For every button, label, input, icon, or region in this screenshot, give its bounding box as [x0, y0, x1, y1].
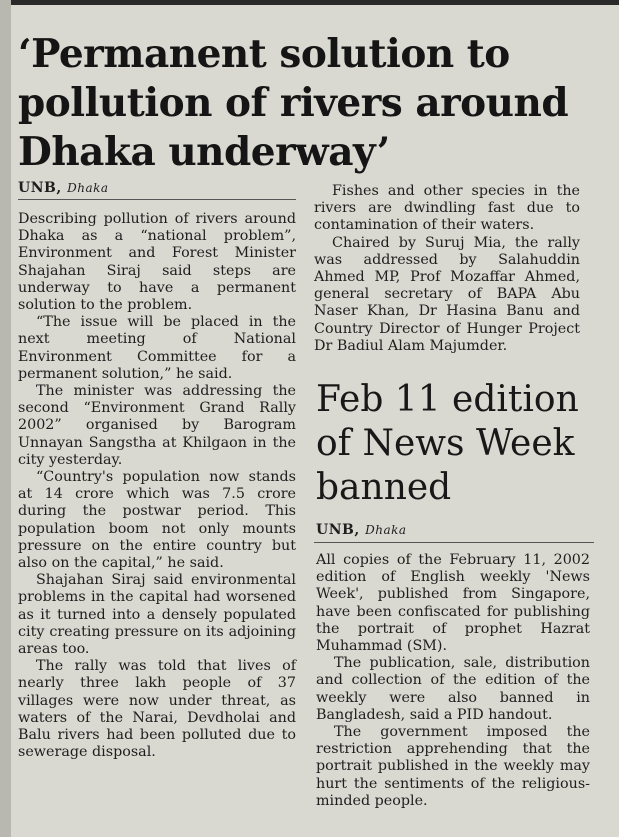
article-body-right-column [314, 183, 580, 355]
paragraph: Describing pollution of rivers around Dhaka as a “national problem”, Environment and Forest Minister Shajahan Siraj said steps are underway to have a permanent solution to the problem. [18, 211, 296, 314]
agency-name: UNB, [316, 522, 360, 538]
dateline-place: Dhaka [365, 523, 407, 537]
paragraph: Chaired by Suruj Mia, the rally was addressed by Salahuddin Ahmed MP, Prof Mozaffar Ahmed, general secretary of BAPA Abu Naser Khan, Dr Hasina Banu and Country Director of Hunger Project Dr Badiul Alam Majumder. [314, 234, 580, 354]
byline-rule [314, 542, 594, 543]
paragraph: “Country's population now stands at 14 crore which was 7.5 crore during the postwar period. This population boom not only mounts pressure on the entire country but also on the capital,” he said. [18, 469, 296, 572]
paragraph: Shajahan Siraj said environmental problems in the capital had worsened as it turned into a densely populated city creating pressure on its adjoining areas too. [18, 572, 296, 658]
article-body-left-column [18, 211, 296, 762]
article-body [316, 552, 590, 810]
paragraph: “The issue will be placed in the next meeting of National Environment Committee for a permanent solution,” he said. [18, 314, 296, 382]
dateline-place: Dhaka [67, 181, 109, 195]
agency-name: UNB, [18, 180, 62, 196]
paragraph: Fishes and other species in the rivers are dwindling fast due to contamination of their waters. [314, 183, 580, 234]
paragraph: The government imposed the restriction apprehending that the portrait published in the weekly may hurt the sentiments of the religious-minded people. [316, 724, 590, 809]
byline [18, 180, 109, 196]
byline-rule [18, 199, 296, 200]
article-headline: Feb 11 edition of News Week banned [316, 379, 579, 508]
paragraph: The minister was addressing the second “Environment Grand Rally 2002” organised by Barogram Unnayan Sangstha at Khilgaon in the city yesterday. [18, 383, 296, 468]
page-top-edge [0, 0, 619, 5]
paragraph: The publication, sale, distribution and collection of the edition of the weekly were also banned in Bangladesh, said a PID handout. [316, 655, 590, 723]
paragraph: All copies of the February 11, 2002 edition of English weekly 'News Week', published from Singapore, have been confiscated for publishing the portrait of prophet Hazrat Muhammad (SM). [316, 552, 590, 655]
page-left-margin [0, 0, 11, 837]
byline [316, 522, 407, 538]
article-headline: ‘Permanent solution to pollution of rivers around Dhaka underway’ [18, 31, 569, 175]
paragraph: The rally was told that lives of nearly three lakh people of 37 villages were now under threat, as waters of the Narai, Devdholai and Balu rivers had been polluted due to sewerage disposal. [18, 658, 296, 761]
